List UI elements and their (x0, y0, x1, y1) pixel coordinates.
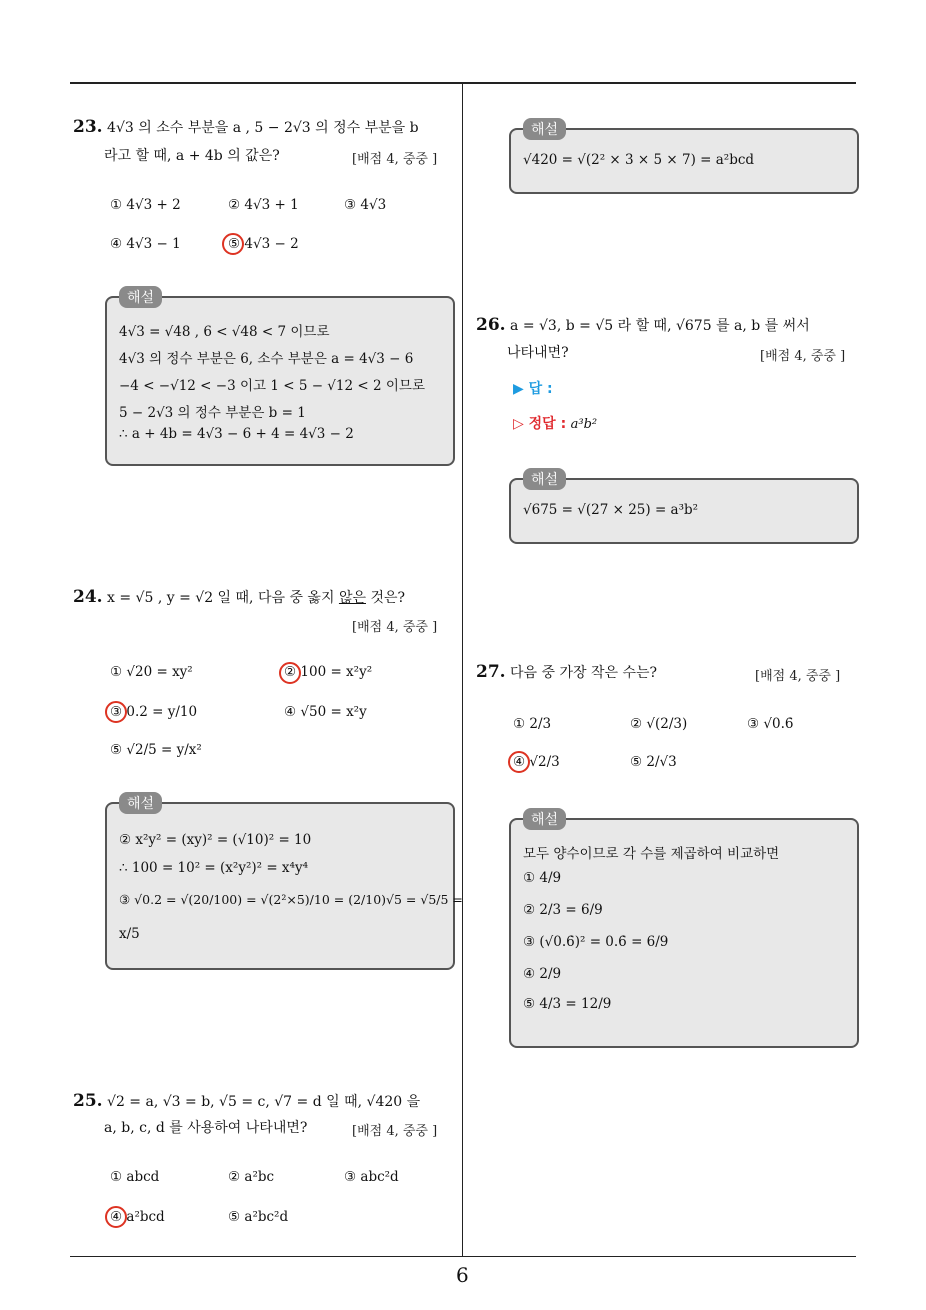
explanation-line: 모두 양수이므로 각 수를 제곱하여 비교하면 (523, 846, 780, 862)
question-text-line1: 4√3 의 소수 부분을 a , 5 − 2√3 의 정수 부분을 b (107, 120, 419, 136)
choice-2[interactable]: ② 100 = x²y² (284, 664, 373, 680)
explanation-line: x/5 (119, 926, 140, 942)
answer-label: ▶ 답 : (513, 381, 553, 397)
explanation-line: ∴ 100 = 10² = (x²y²)² = x⁴y⁴ (119, 860, 308, 876)
explanation-line: 4√3 의 정수 부분은 6, 소수 부분은 a = 4√3 − 6 (119, 351, 414, 367)
explanation-tag: 해설 (523, 468, 566, 490)
question-text-line2: a, b, c, d 를 사용하여 나타내면? (104, 1120, 308, 1136)
question-text-a: x = √5 , y = √2 일 때, 다음 중 옳지 (107, 590, 339, 606)
choice-3[interactable]: ③ 4√3 (344, 197, 387, 213)
choice-5[interactable]: ⑤ √2/5 = y/x² (110, 742, 202, 758)
question-23 (73, 115, 453, 140)
explanation-box (509, 812, 859, 1048)
explanation-tag: 해설 (119, 792, 162, 814)
answer-circle-mark (279, 662, 301, 684)
question-number: 24. (73, 587, 103, 607)
question-number: 23. (73, 117, 103, 137)
question-25 (73, 1089, 453, 1114)
choice-5[interactable]: ⑤ 4√3 − 2 (228, 236, 299, 252)
explanation-box (509, 472, 859, 544)
question-text-line1: a = √3, b = √5 라 할 때, √675 를 a, b 를 써서 (510, 318, 810, 334)
question-meta: [배점 4, 중중 ] (755, 669, 841, 684)
explanation-box (509, 122, 859, 194)
question-text-b: 것은? (366, 590, 406, 606)
choice-4[interactable]: ④ a²bcd (110, 1209, 165, 1225)
explanation-box (105, 290, 455, 466)
explanation-tag: 해설 (523, 808, 566, 830)
choice-1[interactable]: ① abcd (110, 1169, 160, 1185)
question-number: 26. (476, 315, 506, 335)
choice-4[interactable]: ④ √50 = x²y (284, 704, 367, 720)
explanation-line: ⑤ 4/3 = 12/9 (523, 996, 612, 1012)
explanation-line: −4 < −√12 < −3 이고 1 < 5 − √12 < 2 이므로 (119, 378, 425, 394)
choice-5[interactable]: ⑤ a²bc²d (228, 1209, 289, 1225)
choice-1[interactable]: ① 4√3 + 2 (110, 197, 181, 213)
question-number: 25. (73, 1091, 103, 1111)
choice-2[interactable]: ② a²bc (228, 1169, 275, 1185)
explanation-tag: 해설 (119, 286, 162, 308)
explanation-line: ② 2/3 = 6/9 (523, 902, 603, 918)
question-text-underlined: 않은 (338, 590, 366, 606)
explanation-line: 5 − 2√3 의 정수 부분은 b = 1 (119, 405, 306, 421)
explanation-line: ① 4/9 (523, 870, 562, 886)
question-meta: [배점 4, 중중 ] (352, 1124, 438, 1139)
question-number: 27. (476, 662, 506, 682)
choice-4[interactable]: ④ 4√3 − 1 (110, 236, 181, 252)
page-number: 6 (456, 1263, 469, 1287)
bottom-rule (70, 1256, 856, 1257)
column-divider (462, 83, 463, 1257)
choice-1[interactable]: ① √20 = xy² (110, 664, 193, 680)
choice-3[interactable]: ③ √0.6̇ (747, 716, 794, 732)
choice-4[interactable]: ④ √2/3 (513, 754, 560, 770)
correct-answer-value: a³b² (570, 417, 598, 432)
question-text-line2: 라고 할 때, a + 4b 의 값은? (104, 148, 280, 164)
correct-answer-label: ▷ 정답 : (513, 416, 567, 432)
explanation-line: √675 = √(27 × 25) = a³b² (523, 502, 699, 518)
explanation-line: ∴ a + 4b = 4√3 − 6 + 4 = 4√3 − 2 (119, 426, 354, 442)
choice-5[interactable]: ⑤ 2/√3 (630, 754, 677, 770)
answer-circle-mark (508, 751, 530, 773)
top-rule (70, 82, 856, 84)
question-meta: [배점 4, 중중 ] (352, 620, 438, 635)
explanation-box (105, 796, 463, 970)
explanation-line: ② x²y² = (xy)² = (√10)² = 10 (119, 832, 312, 848)
choice-1[interactable]: ① 2/3 (513, 716, 552, 732)
choice-3[interactable]: ③ abc²d (344, 1169, 399, 1185)
explanation-tag: 해설 (523, 118, 566, 140)
explanation-line: ④ 2/9 (523, 966, 562, 982)
question-text-line1: 다음 중 가장 작은 수는? (510, 665, 658, 681)
answer-circle-mark (105, 701, 127, 723)
explanation-line: 4√3 = √48 , 6 < √48 < 7 이므로 (119, 324, 330, 340)
explanation-line: ③ √0.2 = √(20/100) = √(2²×5)/10 = (2/10)√5 = √5/5 = (119, 892, 463, 907)
question-text-line1: √2 = a, √3 = b, √5 = c, √7 = d 일 때, √420 을 (107, 1094, 421, 1110)
question-26 (476, 313, 856, 338)
choice-2[interactable]: ② 4√3 + 1 (228, 197, 299, 213)
choice-2[interactable]: ② √(2/3) (630, 716, 688, 732)
answer-circle-mark (222, 233, 244, 255)
answer-circle-mark (105, 1206, 127, 1228)
question-text-line2: 나타내면? (507, 345, 569, 361)
correct-answer-row (513, 413, 597, 433)
explanation-line: √420 = √(2² × 3 × 5 × 7) = a²bcd (523, 152, 755, 168)
choice-3[interactable]: ③ 0.2 = y/10 (110, 704, 198, 720)
question-24 (73, 585, 453, 610)
explanation-line: ③ (√0.6̇)² = 0.6̇ = 6/9 (523, 934, 669, 950)
question-meta: [배점 4, 중중 ] (352, 152, 438, 167)
question-meta: [배점 4, 중중 ] (760, 349, 846, 364)
